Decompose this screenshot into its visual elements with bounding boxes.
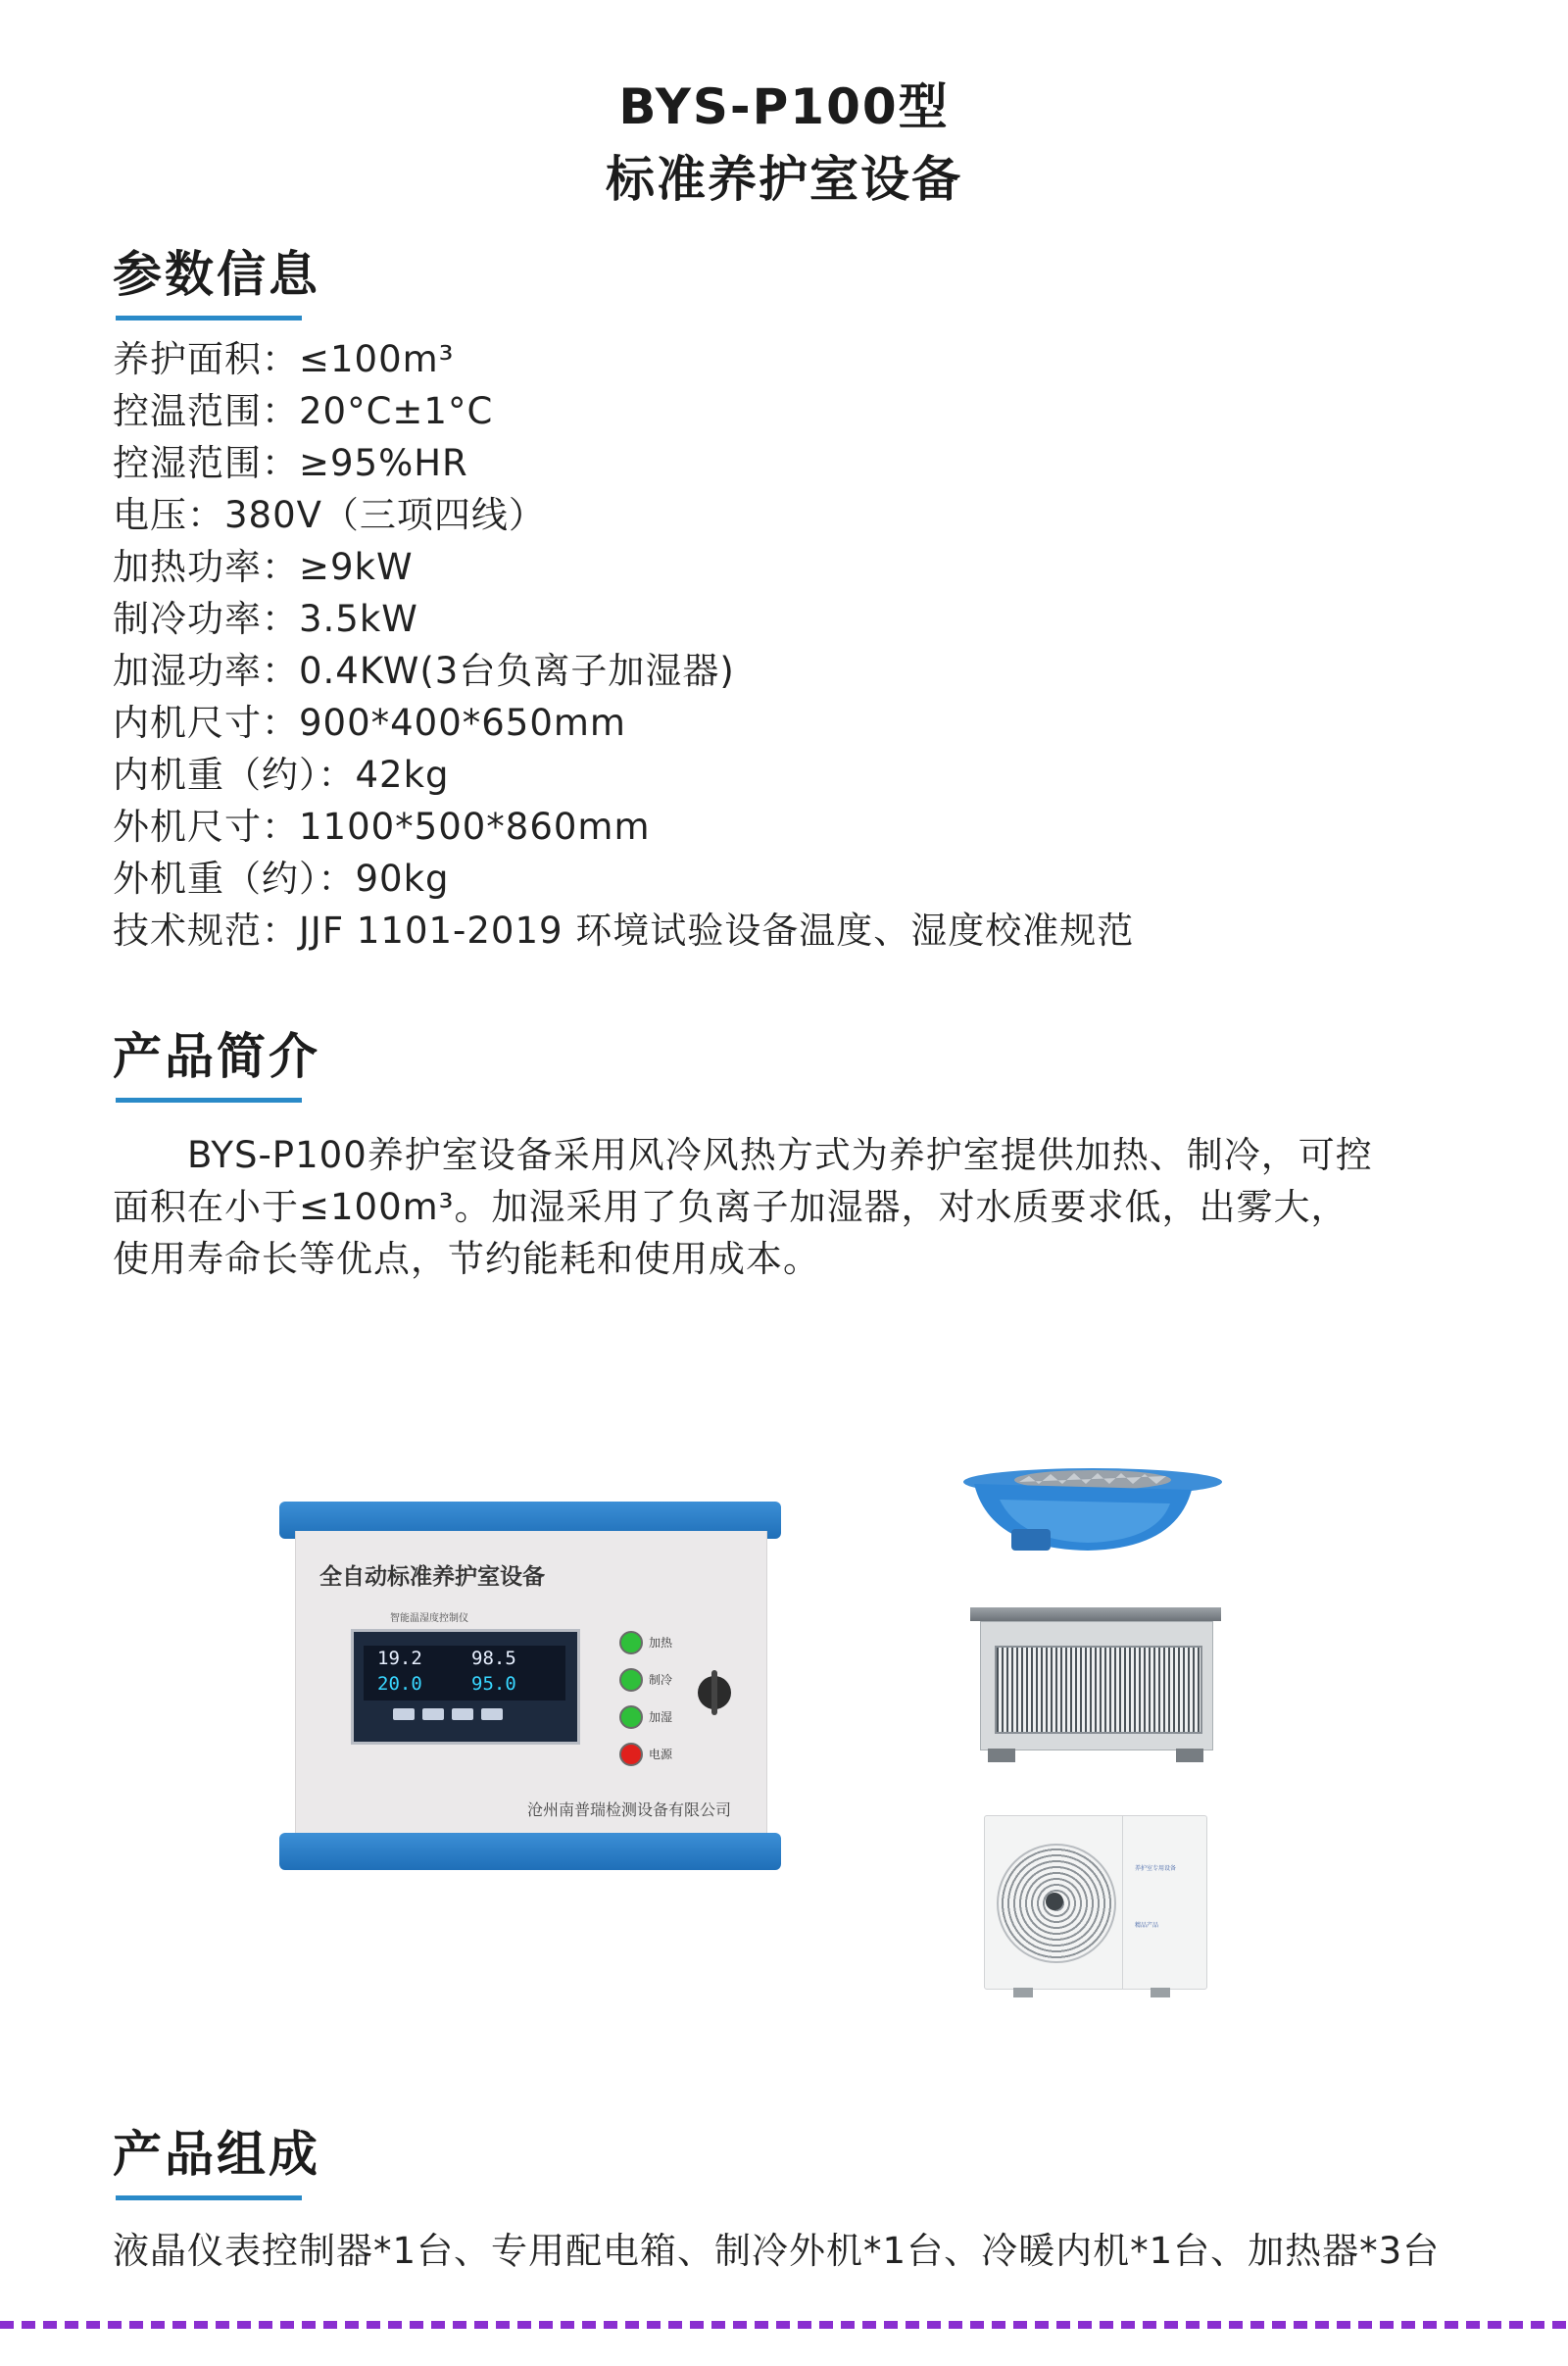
product-title: 标准养护室设备 — [606, 151, 962, 208]
power-switch-knob-icon — [698, 1676, 731, 1709]
outdoor-unit-foot — [1013, 1988, 1033, 1997]
controller-key — [393, 1708, 415, 1720]
controller-key — [481, 1708, 503, 1720]
cooling-light-icon — [619, 1668, 643, 1692]
indoor-unit-body — [980, 1621, 1213, 1750]
intro-paragraph — [113, 1129, 1465, 1285]
outdoor-unit-body — [984, 1815, 1207, 1990]
outdoor-fan-hub — [1046, 1893, 1063, 1910]
indicator-heating — [619, 1631, 698, 1668]
param-standard: 技术规范：JJF 1101-2019 环境试验设备温度、湿度校准规范 — [113, 910, 1135, 952]
intro-heading-underline — [116, 1098, 302, 1103]
params-heading: 参数信息 — [113, 246, 320, 303]
display-caption: 智能温湿度控制仪 — [390, 1613, 468, 1624]
outdoor-unit-foot — [1151, 1988, 1170, 1997]
indoor-unit-top — [970, 1607, 1221, 1621]
param-outdoor-weight: 外机重（约）：90kg — [113, 858, 450, 900]
indicator-label: 加热 — [649, 1636, 673, 1650]
outdoor-unit-image — [984, 1815, 1205, 1999]
humidify-light-icon — [619, 1705, 643, 1729]
indicator-power — [619, 1743, 698, 1780]
controller-key — [452, 1708, 473, 1720]
humidity-actual-readout: 98.5 — [471, 1648, 516, 1669]
param-indoor-size: 内机尺寸：900*400*650mm — [113, 702, 626, 744]
indicator-label: 加湿 — [649, 1710, 673, 1724]
indicator-lights — [619, 1631, 698, 1780]
temp-actual-readout: 19.2 — [377, 1648, 422, 1669]
control-box-image — [279, 1502, 781, 1874]
indicator-label: 制冷 — [649, 1673, 673, 1687]
heater-fan-icon — [960, 1460, 1225, 1558]
outdoor-unit-label: 养护室专用设备 — [1135, 1865, 1177, 1872]
control-box-title: 全自动标准养护室设备 — [319, 1564, 545, 1590]
company-name: 沧州南普瑞检测设备有限公司 — [526, 1800, 731, 1819]
param-cooling-power: 制冷功率：3.5kW — [113, 598, 418, 640]
controller-screen — [364, 1646, 565, 1701]
indicator-humidify — [619, 1705, 698, 1743]
intro-line: 面积在小于≤100m³。加湿采用了负离子加湿器，对水质要求低，出雾大， — [113, 1186, 1348, 1228]
controller-key — [422, 1708, 444, 1720]
dashed-divider — [0, 2321, 1568, 2329]
intro-line: BYS-P100养护室设备采用风冷风热方式为养护室提供加热、制冷，可控 — [113, 1134, 1373, 1176]
params-list — [113, 333, 1134, 957]
indoor-unit-foot — [988, 1749, 1015, 1762]
humidity-set-readout: 95.0 — [471, 1673, 516, 1695]
indoor-unit-image — [970, 1607, 1221, 1764]
composition-heading-underline — [116, 2195, 302, 2200]
param-voltage: 电压：380V（三项四线） — [113, 494, 546, 536]
param-area: 养护面积：≤100m³ — [113, 338, 455, 380]
param-indoor-weight: 内机重（约）：42kg — [113, 754, 450, 796]
outdoor-unit-label: 精品产品 — [1135, 1922, 1159, 1929]
intro-line: 使用寿命长等优点，节约能耗和使用成本。 — [113, 1238, 820, 1280]
indoor-unit-foot — [1176, 1749, 1203, 1762]
param-humidity-range: 控湿范围：≥95%HR — [113, 442, 468, 484]
outdoor-unit-side-panel — [1122, 1816, 1207, 1989]
heating-light-icon — [619, 1631, 643, 1654]
param-heating-power: 加热功率：≥9kW — [113, 546, 414, 588]
control-box-panel — [295, 1531, 767, 1845]
temp-set-readout: 20.0 — [377, 1673, 422, 1695]
params-heading-underline — [116, 316, 302, 320]
indicator-cooling — [619, 1668, 698, 1705]
model-title: BYS-P100型 — [618, 78, 950, 135]
power-light-icon — [619, 1743, 643, 1766]
control-box-bottom-cap — [279, 1833, 781, 1870]
param-humidify-power: 加湿功率：0.4KW(3台负离子加湿器) — [113, 650, 735, 692]
heater-fan-image — [960, 1460, 1225, 1558]
page-title — [0, 71, 1568, 216]
controller-keys — [393, 1708, 540, 1722]
indicator-label: 电源 — [649, 1748, 673, 1761]
composition-heading: 产品组成 — [113, 2126, 320, 2183]
composition-text: 液晶仪表控制器*1台、专用配电箱、制冷外机*1台、冷暖内机*1台、加热器*3台 — [113, 2230, 1441, 2272]
intro-heading: 产品简介 — [113, 1028, 320, 1085]
param-temp-range: 控温范围：20°C±1°C — [113, 390, 494, 432]
param-outdoor-size: 外机尺寸：1100*500*860mm — [113, 806, 651, 848]
controller-display — [351, 1629, 580, 1745]
indoor-unit-grille — [995, 1646, 1202, 1734]
